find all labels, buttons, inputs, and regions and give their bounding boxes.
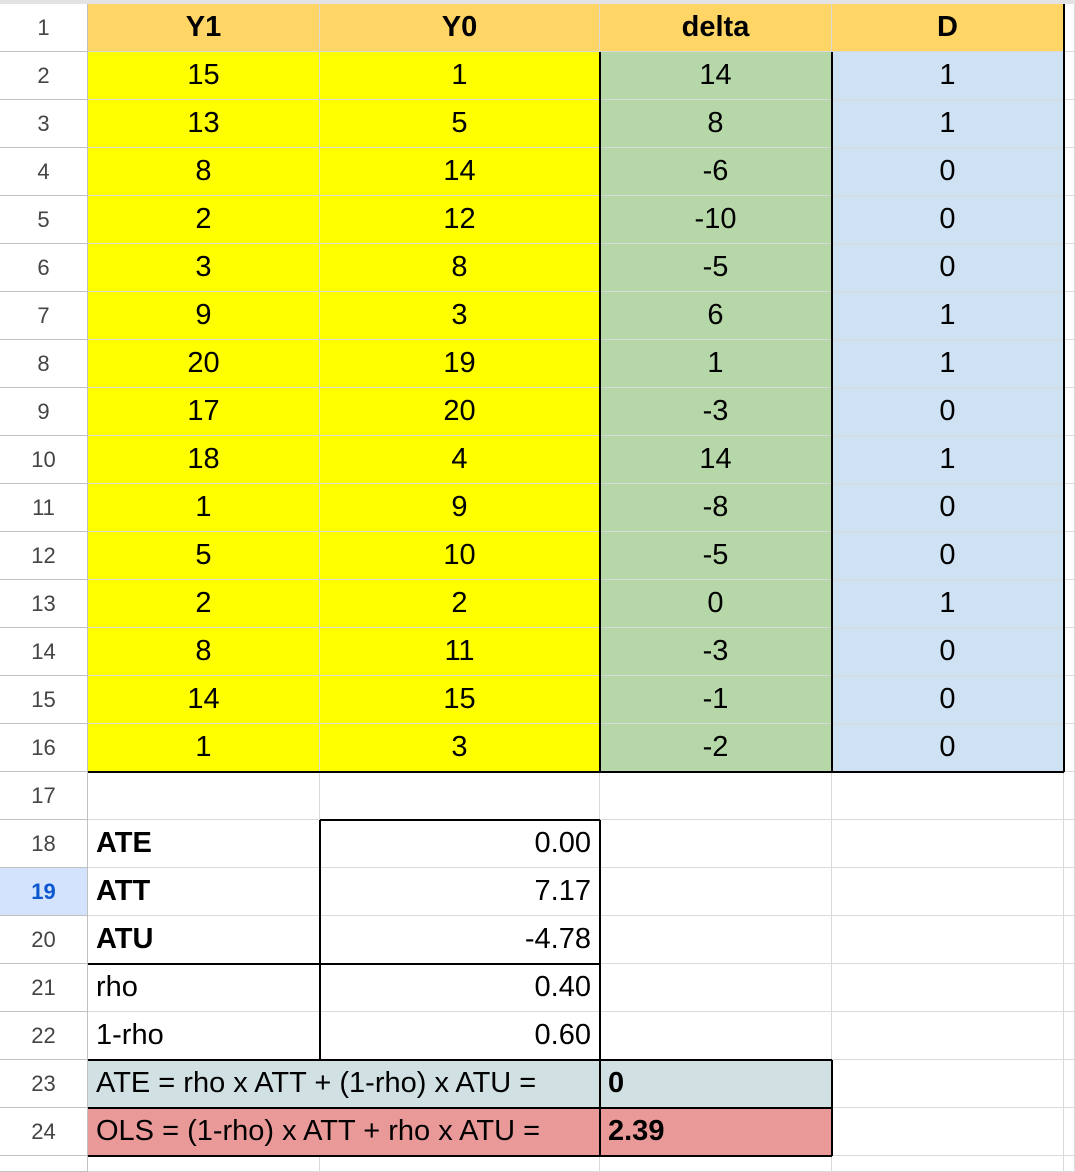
cell-empty[interactable] (600, 1012, 832, 1060)
formula-ols-value[interactable]: 2.39 (600, 1108, 832, 1156)
summary-right-border (599, 820, 601, 1060)
cell-empty[interactable] (832, 1108, 1064, 1156)
cell-y1[interactable]: 15 (88, 52, 320, 100)
cell-empty[interactable] (1064, 1156, 1075, 1172)
summary-divider (88, 963, 600, 965)
row-header-7[interactable]: 7 (0, 292, 88, 340)
row-header-11[interactable]: 11 (0, 484, 88, 532)
cell-empty[interactable] (1064, 820, 1075, 868)
cell-delta[interactable]: 0 (600, 580, 832, 628)
formula-ate-label[interactable]: ATE = rho x ATT + (1-rho) x ATU = (88, 1060, 600, 1108)
cell-empty[interactable] (1064, 1108, 1075, 1156)
cell-empty[interactable] (1064, 52, 1075, 100)
row-header-23[interactable]: 23 (0, 1060, 88, 1108)
column-header-delta[interactable]: delta (600, 4, 832, 52)
cell-empty[interactable] (1064, 676, 1075, 724)
cell-delta[interactable]: 14 (600, 52, 832, 100)
cell-y0[interactable]: 5 (320, 100, 600, 148)
cell-empty[interactable] (1064, 484, 1075, 532)
cell-y0[interactable]: 19 (320, 340, 600, 388)
cell-y1[interactable]: 8 (88, 148, 320, 196)
formula-ols-label[interactable]: OLS = (1-rho) x ATT + rho x ATU = (88, 1108, 600, 1156)
row-header-12[interactable]: 12 (0, 532, 88, 580)
cell-delta[interactable]: 6 (600, 292, 832, 340)
cell-empty[interactable] (1064, 100, 1075, 148)
cell-y0[interactable]: 1 (320, 52, 600, 100)
cell-empty[interactable] (320, 772, 600, 820)
cell-y1[interactable]: 5 (88, 532, 320, 580)
row-header-1[interactable]: 1 (0, 4, 88, 52)
summary-value[interactable]: 0.60 (320, 1012, 600, 1060)
cell-empty[interactable] (1064, 916, 1075, 964)
cell-empty[interactable] (1064, 580, 1075, 628)
cell-y1[interactable]: 9 (88, 292, 320, 340)
row-header-16[interactable]: 16 (0, 724, 88, 772)
summary-mid-border (319, 820, 321, 1060)
cell-y1[interactable]: 14 (88, 676, 320, 724)
cell-y0[interactable]: 11 (320, 628, 600, 676)
cell-empty[interactable] (1064, 964, 1075, 1012)
cell-d[interactable]: 0 (832, 532, 1064, 580)
row-header-13[interactable]: 13 (0, 580, 88, 628)
cell-empty[interactable] (832, 1156, 1064, 1172)
cell-y1[interactable]: 2 (88, 580, 320, 628)
formula-divider (88, 1107, 832, 1109)
cell-y0[interactable]: 8 (320, 244, 600, 292)
cell-empty[interactable] (1064, 772, 1075, 820)
cell-y1[interactable]: 2 (88, 196, 320, 244)
cell-delta[interactable]: -3 (600, 388, 832, 436)
formula-bottom-border (88, 1155, 832, 1157)
row-header-partial[interactable] (0, 1156, 88, 1172)
cell-d[interactable]: 0 (832, 196, 1064, 244)
cell-d[interactable]: 0 (832, 148, 1064, 196)
cell-e1[interactable] (1064, 4, 1075, 52)
row-header-17[interactable]: 17 (0, 772, 88, 820)
cell-delta[interactable]: 1 (600, 340, 832, 388)
cell-delta[interactable]: -2 (600, 724, 832, 772)
cell-y0[interactable]: 10 (320, 532, 600, 580)
row-header-9[interactable]: 9 (0, 388, 88, 436)
summary-label[interactable]: rho (88, 964, 320, 1012)
cell-d[interactable]: 1 (832, 292, 1064, 340)
cell-y0[interactable]: 2 (320, 580, 600, 628)
cell-empty[interactable] (1064, 868, 1075, 916)
cell-delta[interactable]: -3 (600, 628, 832, 676)
cell-y1[interactable]: 13 (88, 100, 320, 148)
cell-empty[interactable] (1064, 628, 1075, 676)
cell-d[interactable]: 0 (832, 484, 1064, 532)
cell-delta[interactable]: -1 (600, 676, 832, 724)
cell-y1[interactable]: 3 (88, 244, 320, 292)
row-header-6[interactable]: 6 (0, 244, 88, 292)
table-right-border (1063, 4, 1065, 772)
row-header-19[interactable]: 19 (0, 868, 88, 916)
cell-empty[interactable] (832, 772, 1064, 820)
cell-y1[interactable]: 17 (88, 388, 320, 436)
cell-d[interactable]: 1 (832, 52, 1064, 100)
table-bottom-border (88, 771, 1064, 773)
cell-y1[interactable]: 20 (88, 340, 320, 388)
row-header-18[interactable]: 18 (0, 820, 88, 868)
cell-empty[interactable] (1064, 148, 1075, 196)
cell-empty[interactable] (1064, 532, 1075, 580)
cell-y0[interactable]: 3 (320, 724, 600, 772)
cell-empty[interactable] (600, 772, 832, 820)
cell-empty[interactable] (600, 820, 832, 868)
summary-value[interactable]: -4.78 (320, 916, 600, 964)
cell-delta[interactable]: -5 (600, 532, 832, 580)
cell-empty[interactable] (1064, 1012, 1075, 1060)
cell-y0[interactable]: 12 (320, 196, 600, 244)
row-header-2[interactable]: 2 (0, 52, 88, 100)
cell-y0[interactable]: 9 (320, 484, 600, 532)
summary-value[interactable]: 0.00 (320, 820, 600, 868)
cell-y1[interactable]: 8 (88, 628, 320, 676)
cell-empty[interactable] (832, 820, 1064, 868)
cell-empty[interactable] (832, 868, 1064, 916)
summary-value[interactable]: 7.17 (320, 868, 600, 916)
cell-empty[interactable] (600, 964, 832, 1012)
cell-empty[interactable] (1064, 292, 1075, 340)
cell-empty[interactable] (1064, 1060, 1075, 1108)
column-header-y1[interactable]: Y1 (88, 4, 320, 52)
row-header-8[interactable]: 8 (0, 340, 88, 388)
row-header-3[interactable]: 3 (0, 100, 88, 148)
formula-ate-value[interactable]: 0 (600, 1060, 832, 1108)
cell-d[interactable]: 1 (832, 580, 1064, 628)
cell-y0[interactable]: 4 (320, 436, 600, 484)
cell-delta[interactable]: -8 (600, 484, 832, 532)
delta-right-border (831, 52, 833, 772)
cell-delta[interactable]: 8 (600, 100, 832, 148)
cell-empty[interactable] (88, 772, 320, 820)
cell-delta[interactable]: -6 (600, 148, 832, 196)
row-header-14[interactable]: 14 (0, 628, 88, 676)
summary-label[interactable]: ATU (88, 916, 320, 964)
cell-empty[interactable] (1064, 436, 1075, 484)
summary-label[interactable]: 1-rho (88, 1012, 320, 1060)
cell-d[interactable]: 1 (832, 436, 1064, 484)
cell-y1[interactable]: 1 (88, 724, 320, 772)
row-header-21[interactable]: 21 (0, 964, 88, 1012)
row-header-20[interactable]: 20 (0, 916, 88, 964)
summary-value[interactable]: 0.40 (320, 964, 600, 1012)
cell-y1[interactable]: 1 (88, 484, 320, 532)
cell-empty[interactable] (1064, 388, 1075, 436)
cell-d[interactable]: 0 (832, 244, 1064, 292)
summary-top-border (320, 819, 600, 821)
cell-empty[interactable] (832, 916, 1064, 964)
cell-y0[interactable]: 20 (320, 388, 600, 436)
cell-delta[interactable]: -5 (600, 244, 832, 292)
cell-empty[interactable] (320, 1156, 600, 1172)
cell-empty[interactable] (600, 1156, 832, 1172)
cell-empty[interactable] (1064, 340, 1075, 388)
cell-d[interactable]: 0 (832, 676, 1064, 724)
cell-d[interactable]: 0 (832, 724, 1064, 772)
cell-empty[interactable] (832, 1012, 1064, 1060)
summary-label[interactable]: ATT (88, 868, 320, 916)
formula-top-border (88, 1059, 832, 1061)
row-header-4[interactable]: 4 (0, 148, 88, 196)
cell-d[interactable]: 0 (832, 388, 1064, 436)
cell-delta[interactable]: 14 (600, 436, 832, 484)
cell-empty[interactable] (600, 868, 832, 916)
cell-y1[interactable]: 18 (88, 436, 320, 484)
row-header-24[interactable]: 24 (0, 1108, 88, 1156)
cell-empty[interactable] (1064, 196, 1075, 244)
cell-empty[interactable] (1064, 244, 1075, 292)
row-header-15[interactable]: 15 (0, 676, 88, 724)
cell-empty[interactable] (832, 1060, 1064, 1108)
cell-y0[interactable]: 15 (320, 676, 600, 724)
cell-y0[interactable]: 14 (320, 148, 600, 196)
row-header-22[interactable]: 22 (0, 1012, 88, 1060)
cell-empty[interactable] (600, 916, 832, 964)
delta-left-border (599, 52, 601, 772)
cell-d[interactable]: 1 (832, 340, 1064, 388)
cell-y0[interactable]: 3 (320, 292, 600, 340)
cell-empty[interactable] (88, 1156, 320, 1172)
column-header-y0[interactable]: Y0 (320, 4, 600, 52)
cell-delta[interactable]: -10 (600, 196, 832, 244)
column-header-d[interactable]: D (832, 4, 1064, 52)
cell-d[interactable]: 0 (832, 628, 1064, 676)
cell-empty[interactable] (832, 964, 1064, 1012)
cell-empty[interactable] (1064, 724, 1075, 772)
cell-d[interactable]: 1 (832, 100, 1064, 148)
row-header-10[interactable]: 10 (0, 436, 88, 484)
row-header-5[interactable]: 5 (0, 196, 88, 244)
summary-label[interactable]: ATE (88, 820, 320, 868)
